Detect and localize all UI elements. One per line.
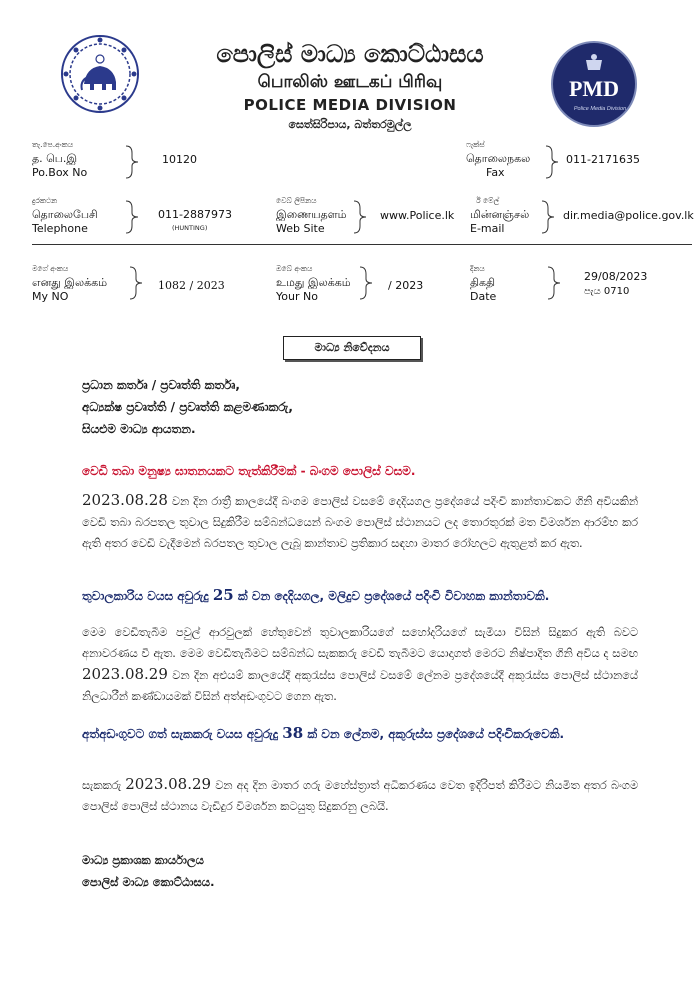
pmd-logo-text: PMD [568,76,620,101]
pmd-logo [550,40,638,128]
paragraph-3: සැකකරු 2023.08.29 වන අද දින මාතර ගරු මහේස්ත්‍රාත් අධිකරණය වෙත ඉදිරිපත් කිරීමට නියමිත අතර බංගම පොලිස් පොලිස් ස්ථානය වැඩිදුර විමර්ශන කටයුතු සිදුකරනු ලබයි. [82,775,639,813]
brace-icon [124,200,140,234]
pobox-label-si: තැ.පෙ.අංකය [32,140,74,149]
telephone-label-si: දුරකථන [32,196,58,205]
fax-label-ta: தொலைநகல [466,152,531,165]
police-emblem-icon [60,34,140,114]
email-label-ta: மின்னஞ்சல் [470,208,530,221]
suspect-info: අත්අඩංගුවට ගත් සැකකරු වයස අවුරුදු 38 ක් වන ලේනම, අකුරුස්ස ප්‍රදේශයේ පදිංචිකරුවෙකි. [82,724,565,742]
signature-office: මාධ්‍ය ප්‍රකාශක කාර්යාලය [82,853,204,867]
website-label-en: Web Site [276,222,325,235]
telephone-note: (HUNTING) [172,224,208,232]
fax-label-si: ෆැක්ස් [466,140,485,149]
date-label-ta: திகதி [470,276,496,289]
victim-info: තුවාලකාරිය වයස අවුරුදු 25 ක් වන දෙදියගල, මලිදුව ප්‍රදේශයේ පදිංචි විවාහක කාන්තාවකි. [82,586,550,604]
date-number: 2023.08.28 [82,491,168,509]
your-no-label-ta: உமது இலக்கம் [276,276,351,289]
addressee-line: ප්‍රධාන කර්තෘ / ප්‍රවෘත්ති කර්තෘ, [82,378,240,392]
website-value: www.Police.lk [380,209,455,222]
addressee-line: සියළුම මාධ්‍ය ආයතන. [82,422,196,436]
paragraph-1: 2023.08.28 වන දින රාත්‍රී කාලයේදී බංගම පොලිස් වසමේ දෙදියගල ප්‍රදේශයේ පදිංචි කාන්තාවකට ගිනි අවියකින් වෙඩි තබා බරපතල තුවාල සිදුකිරීම සම්බන්ධයෙන් බංගම පොලිස් ස්ථානයට ලද තොරතුරක් මත විමර්ශන ආරම්භ කර ඇති අතර වෙඩි වැදීමෙන් බරපතල තුවාල ලැබූ කාන්තාව ප්‍රතිකාර සඳහා මාතර රෝහලට ඇතුළත් කර ඇත. [82,491,638,550]
brace-icon [544,145,560,179]
website-label-si: වෙබ් ලිපිනය [276,196,317,205]
pobox-label-ta: த. பெ.இ [32,152,78,165]
brace-icon [128,266,144,300]
your-no-label-si: ඔබේ අංකය [276,264,313,273]
my-no-value: 1082 / 2023 [158,279,225,292]
fax-value: 011-2171635 [566,153,640,166]
title-english: POLICE MEDIA DIVISION [243,96,457,114]
brace-icon [124,145,140,179]
time-value: පැය 0710 [584,286,630,297]
title-sinhala: පොලිස් මාධ්‍ය කොට්ඨාසය [216,40,484,68]
brace-icon [540,200,556,234]
brace-icon [352,200,368,234]
divider [32,244,692,245]
pmd-logo-subtext: Police Media Division [573,106,627,112]
date-value: 29/08/2023 [584,270,648,283]
your-no-value: / 2023 [388,279,424,292]
addressee-line: අධ්‍යක්ෂ ප්‍රවෘත්ති / ප්‍රවෘත්ති කළමණාකරු, [82,400,293,414]
brace-icon [546,266,562,300]
title-tamil: பொலிஸ் ஊடகப் பிரிவு [257,72,443,92]
pobox-value: 10120 [162,153,197,166]
email-label-en: E-mail [470,222,505,235]
fax-label-en: Fax [486,166,505,179]
email-value: dir.media@police.gov.lk [563,209,694,222]
telephone-label-ta: தொலைபேசி [32,208,98,221]
pmd-logo-icon [550,40,638,128]
date-label-si: දිනය [470,264,485,273]
telephone-label-en: Telephone [32,222,88,235]
pobox-label-en: Po.Box No [32,166,88,179]
my-no-label-si: මගේ අංකය [32,264,69,273]
website-label-ta: இணையதளம் [276,208,347,221]
brace-icon [358,266,374,300]
address: සෙත්සිරිපාය, බත්තරමුල්ල [288,118,412,131]
my-no-label-en: My NO [32,290,69,303]
news-heading: වෙඩි තබා මනුෂ්‍ය ඝාතනයකට තැත්කිරීමක් - බංගම පොලිස් වසම. [82,464,416,478]
date-label-en: Date [470,290,497,303]
signature-division: පොලිස් මාධ්‍ය කොට්ඨාසය. [82,875,215,889]
email-label-si: ඊ මේල් [476,196,500,205]
your-no-label-en: Your No [276,290,318,303]
paragraph-2: මෙම වෙඩිතැබීම පවුල් ආරවුලක් හේතුවෙන් තුවාලකාරියගේ සහෝදරියගේ සැමියා විසින් සිදුකර ඇති බවට අනාවරණය වී ඇත. මෙම වෙඩිතැබීමට සම්බන්ධ සැකකරු වෙඩි තැබීමට යොදාගත් මෙරට නිෂ්පාදිත ගිනි අවිය ද සමඟ 2023.08.29 වන දින අළුයම් කාලයේදී අකුරැස්ස පොලිස් වසමේ ලේනම ප්‍රදේශයේදී අකුරැස්ස පොලිස් ස්ථානයේ නිලධාරීන් කණ්ඩායමක් විසින් අත්අඩංගුවට ගෙන ඇත. [82,626,638,703]
document-title: මාධ්‍ය නිවේදනය [283,336,421,360]
my-no-label-ta: எனது இலக்கம் [32,276,108,289]
telephone-value: 011-2887973 [158,208,232,221]
